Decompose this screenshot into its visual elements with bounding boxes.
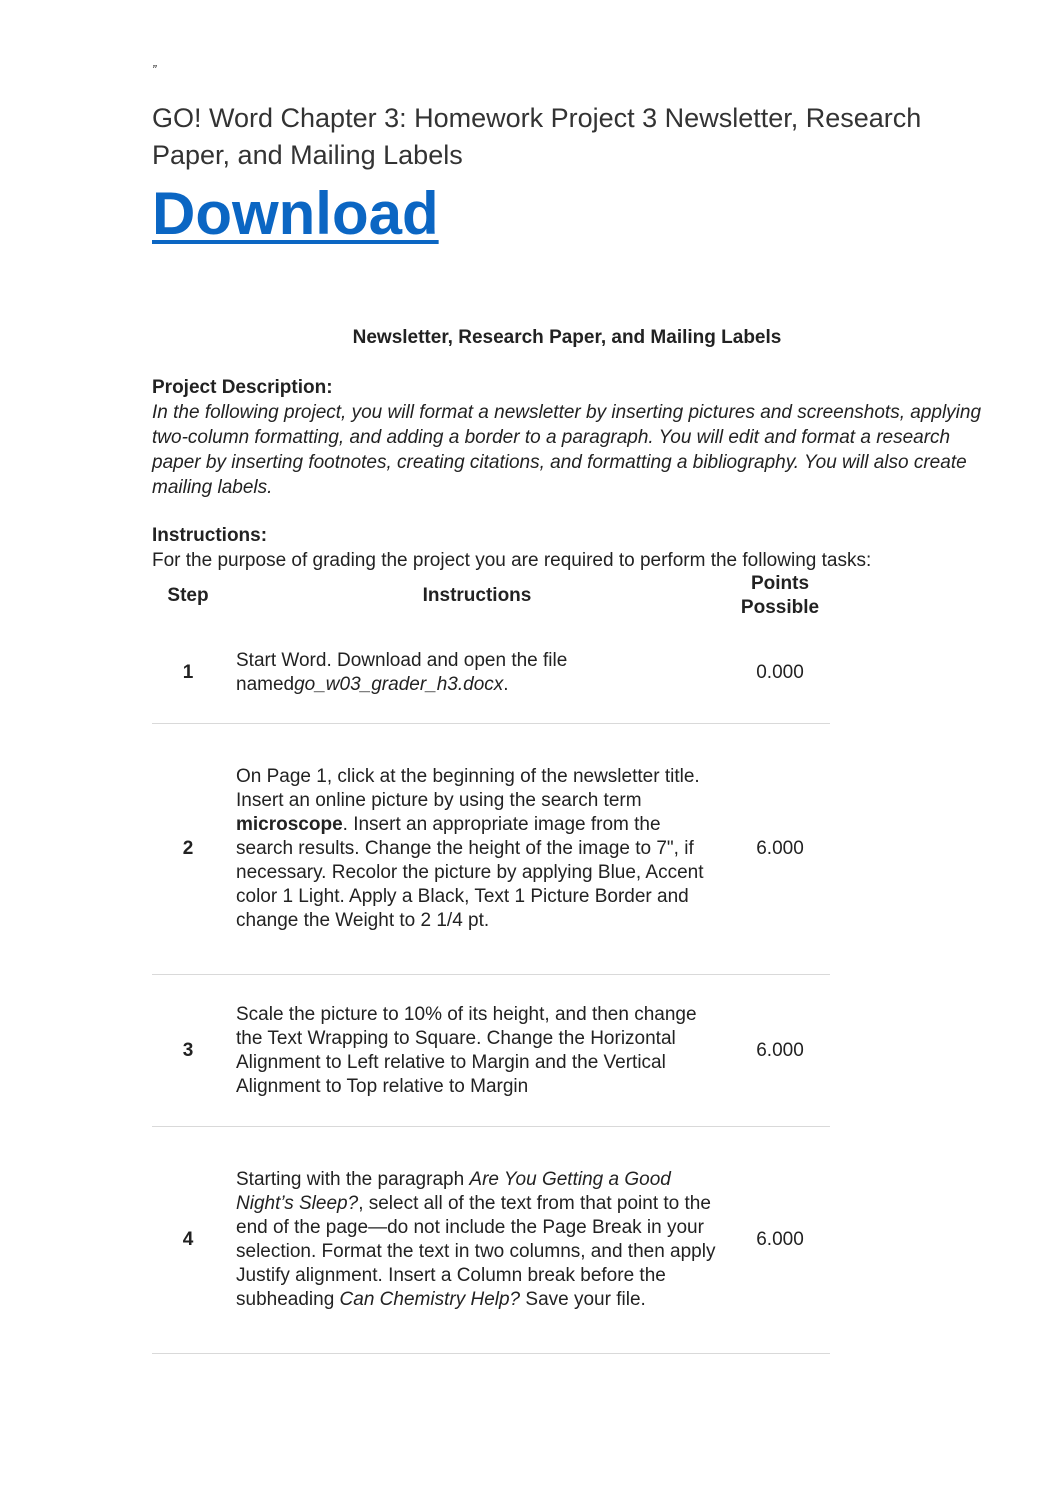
instructions-purpose: For the purpose of grading the project you are required to perform the following tasks:	[152, 550, 872, 571]
header-step: Step	[167, 585, 209, 606]
table-row	[152, 724, 830, 975]
header-points	[730, 570, 830, 622]
project-description-label: Project Description:	[152, 377, 333, 398]
text-run: Save your file.	[520, 1289, 646, 1310]
text-run: . Insert an appropriate image from the search results. Change the height of the image to 7", if necessary. Recolor the picture by applying Blue, Accent color 1 Light. Apply a Black, Text 1 Picture Border and change the Weight to 2 1/4 pt.	[236, 814, 704, 931]
table-row	[152, 1127, 830, 1354]
text-run: go_w03_grader_h3.docx	[294, 673, 504, 695]
step-number: 1	[152, 622, 224, 724]
step-points: 6.000	[730, 1127, 830, 1354]
step-points: 6.000	[730, 975, 830, 1127]
step-instruction	[224, 622, 730, 724]
section-heading: Newsletter, Research Paper, and Mailing Labels	[352, 327, 782, 348]
header-instructions: Instructions	[422, 585, 532, 606]
project-description	[152, 375, 982, 500]
step-points: 6.000	[730, 724, 830, 975]
project-description-text: In the following project, you will format a newsletter by inserting pictures and screenshots, applying two-column formatting, and adding a border to a paragraph. You will edit and format a research paper by inserting footnotes, creating citations, and formatting a bibliography. You will also create mailing labels.	[152, 402, 982, 498]
step-number: 2	[152, 724, 224, 975]
text-run: .	[503, 673, 509, 695]
document-title: GO! Word Chapter 3: Homework Project 3 Newsletter, Research Paper, and Mailing Labels	[152, 103, 922, 170]
steps-table	[152, 570, 830, 1354]
step-points: 0.000	[730, 622, 830, 724]
instructions-label: Instructions:	[152, 525, 268, 546]
table-header-row	[152, 570, 830, 622]
step-instruction	[224, 724, 730, 975]
quote-mark: ”	[152, 62, 157, 77]
text-run: On Page 1, click at the beginning of the newsletter title. Insert an online picture by using the search term	[236, 766, 700, 811]
step-number: 4	[152, 1127, 224, 1354]
step-number: 3	[152, 975, 224, 1127]
text-run: Starting with the paragraph	[236, 1169, 470, 1190]
text-run: , select all of the text from that point to the end of the page—do not include the Page Break in your selection. Format the text in two columns, and then apply Justify alignment. Insert a Column break before the subheading	[236, 1193, 716, 1310]
text-run: microscope	[236, 814, 343, 835]
table-row	[152, 622, 830, 724]
instructions-section	[152, 523, 982, 573]
download-link[interactable]: Download	[152, 180, 439, 247]
table-row	[152, 975, 830, 1127]
step-instruction	[224, 1127, 730, 1354]
text-run: Start Word. Download and open the file named	[236, 649, 568, 695]
step-instruction	[224, 975, 730, 1127]
header-points-line1: Points	[750, 573, 810, 594]
text-run: Are You Getting a Good Night’s Sleep?	[236, 1169, 671, 1214]
text-run: Scale the picture to 10% of its height, and then change the Text Wrapping to Square. Change the Horizontal Alignment to Left relative to Margin and the Vertical Alignment to Top relative to Margin	[236, 1003, 697, 1097]
header-points-line2: Possible	[740, 597, 820, 618]
text-run: Can Chemistry Help?	[339, 1289, 521, 1310]
